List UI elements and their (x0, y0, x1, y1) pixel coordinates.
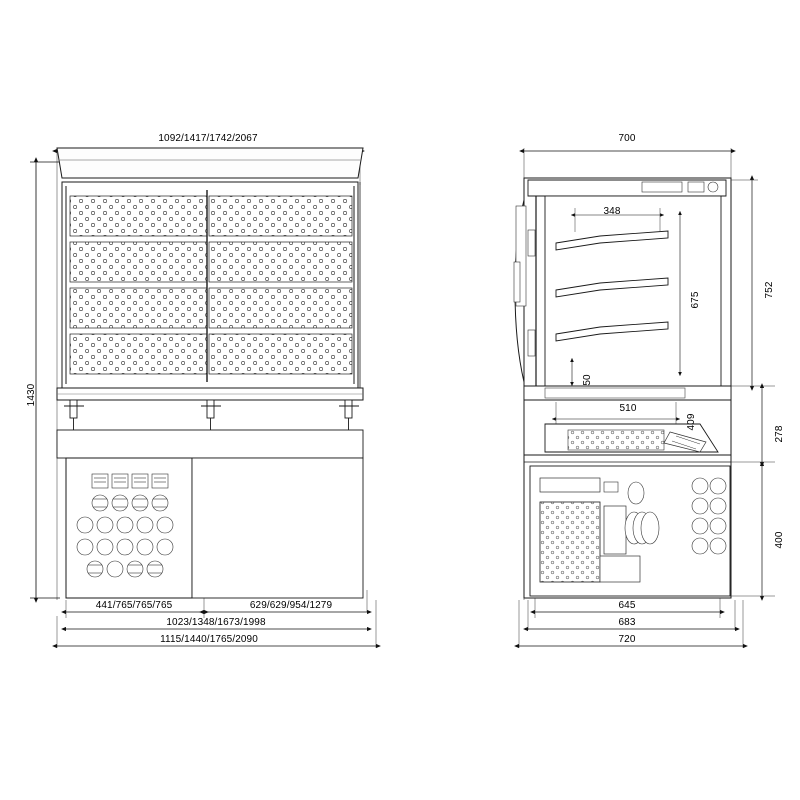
dim-side-shelf-depth: 348 (603, 206, 621, 217)
front-view (30, 148, 376, 648)
dim-side-counter-height: 409 (686, 413, 697, 431)
dim-side-base-band: 400 (774, 531, 785, 549)
dim-front-top-width: 1092/1417/1742/2067 (158, 133, 258, 144)
dim-front-height: 1430 (26, 383, 37, 407)
dim-front-mid-width: 1023/1348/1673/1998 (166, 617, 266, 628)
dim-side-counter-band: 278 (774, 425, 785, 443)
dim-side-bottom-depth: 720 (618, 634, 636, 645)
dim-side-small-detail: 50 (582, 374, 593, 386)
dim-front-base-left: 441/765/765/765 (95, 600, 173, 611)
dim-side-top-depth: 700 (618, 133, 636, 144)
side-view (514, 148, 775, 648)
dim-side-inner-depth: 645 (618, 600, 636, 611)
dim-front-bottom-width: 1115/1440/1765/2090 (160, 634, 258, 645)
dim-side-interior-height: 675 (690, 291, 701, 309)
dim-front-base-right: 629/629/954/1279 (249, 600, 333, 611)
dim-side-mid-depth: 683 (618, 617, 636, 628)
dim-side-glass-height: 752 (764, 281, 775, 299)
dim-side-counter-depth: 510 (619, 403, 637, 414)
